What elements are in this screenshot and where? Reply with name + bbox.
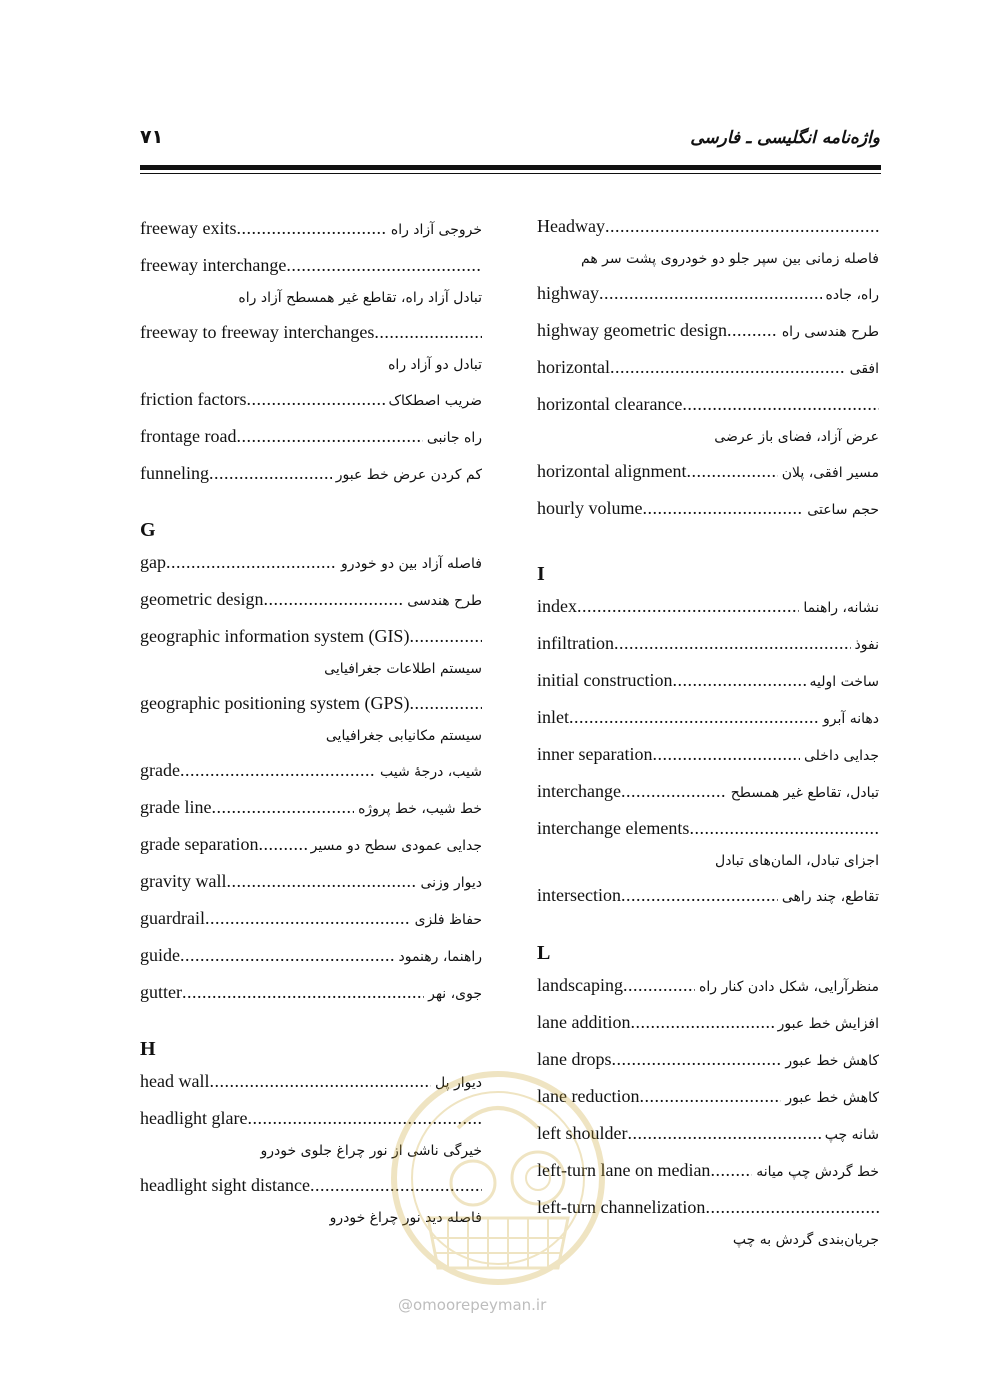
- glossary-entry: [537, 490, 879, 527]
- glossary-entry: [140, 900, 482, 937]
- entry-term: geographic information system (GIS): [140, 626, 410, 646]
- entry-line: [140, 1063, 482, 1100]
- glossary-entry: [140, 581, 482, 618]
- glossary-entry: [140, 974, 482, 1011]
- glossary-entry: [537, 312, 879, 349]
- leader-dots: [409, 685, 482, 722]
- glossary-entry: [537, 453, 879, 490]
- entry-term: landscaping: [537, 975, 623, 995]
- leader-dots: [727, 312, 778, 349]
- entry-translation: راه جانبی: [426, 430, 482, 446]
- glossary-entry: [537, 588, 879, 625]
- leader-dots: [643, 490, 804, 527]
- glossary-entry: [140, 789, 482, 826]
- entry-line: [140, 937, 482, 974]
- entry-line: [140, 314, 482, 351]
- entry-line: [537, 662, 879, 699]
- entry-line: [537, 588, 879, 625]
- section-gap: [140, 1011, 482, 1035]
- leader-dots: [610, 349, 846, 386]
- glossary-entry: [140, 863, 482, 900]
- entry-line: [140, 247, 482, 284]
- entry-term: gap: [140, 552, 166, 572]
- glossary-entry: [140, 381, 482, 418]
- entry-list-h: [140, 1063, 482, 1234]
- leader-dots: [209, 1063, 431, 1100]
- leader-dots: [652, 736, 800, 773]
- glossary-entry: [537, 773, 879, 810]
- glossary-entry: [140, 826, 482, 863]
- section-letter-g: G: [140, 519, 156, 541]
- entry-translation: خط شیب، خط پروژه: [358, 801, 482, 817]
- entry-line: [140, 685, 482, 722]
- leader-dots: [630, 1004, 773, 1041]
- entry-translation: خروجی آزاد راه: [390, 222, 482, 238]
- entry-translation: مسیر افقی، پلان: [781, 465, 879, 481]
- entry-term: inlet: [537, 707, 569, 727]
- leader-dots: [682, 386, 879, 423]
- entry-term: geographic positioning system (GPS): [140, 693, 410, 713]
- entry-line: [140, 974, 482, 1011]
- leader-dots: [621, 877, 778, 914]
- glossary-entry: [537, 275, 879, 312]
- entry-translation: دیوار وزنی: [420, 875, 482, 891]
- entry-line: [537, 699, 879, 736]
- entry-term: head wall: [140, 1071, 210, 1091]
- entry-translation: سیستم اطلاعات جغرافیایی: [324, 661, 482, 677]
- entry-term: horizontal clearance: [537, 394, 683, 414]
- entry-translation: راه، جاده: [825, 287, 879, 303]
- glossary-entry: [140, 1063, 482, 1100]
- entry-translation: شیب، درجهٔ شیب: [380, 764, 482, 780]
- entry-line: [140, 863, 482, 900]
- entry-term: friction factors: [140, 389, 247, 409]
- section-letter-h: H: [140, 1038, 156, 1060]
- entry-translation: جدایی داخلی: [804, 748, 879, 764]
- glossary-entry: [537, 967, 879, 1004]
- leader-dots: [705, 1189, 879, 1226]
- glossary-entry: [537, 877, 879, 914]
- entry-translation: فاصله زمانی بین سپر جلو دو خودروی پشت سر هم: [581, 251, 879, 267]
- glossary-entry: [537, 736, 879, 773]
- entry-translation: حجم ساعتی: [807, 502, 879, 518]
- leader-dots: [374, 314, 482, 351]
- entry-line: [537, 490, 879, 527]
- entry-term: index: [537, 596, 577, 616]
- entry-line: [140, 752, 482, 789]
- right-column: [537, 208, 879, 1256]
- entry-line: [537, 1004, 879, 1041]
- entry-term: initial construction: [537, 670, 673, 690]
- glossary-entry: [537, 1115, 879, 1152]
- entry-line: [537, 386, 879, 423]
- entry-line: [537, 1078, 879, 1115]
- entry-term: headlight sight distance: [140, 1175, 310, 1195]
- entry-term: interchange: [537, 781, 621, 801]
- entry-line: [140, 544, 482, 581]
- entry-translation: ساخت اولیه: [809, 674, 879, 690]
- entry-line: [140, 581, 482, 618]
- leader-dots: [209, 455, 332, 492]
- entry-translation: حفاظ فلزی: [414, 912, 482, 928]
- entry-translation: عرض آزاد، فضای باز عرضی: [714, 429, 879, 445]
- entry-term: left-turn lane on median: [537, 1160, 711, 1180]
- leader-dots: [672, 662, 805, 699]
- glossary-entry: [537, 810, 879, 877]
- leader-dots: [226, 863, 416, 900]
- entry-translation: تبادل دو آزاد راه: [388, 357, 482, 373]
- leader-dots: [621, 773, 727, 810]
- entry-term: grade: [140, 760, 180, 780]
- entry-translation: تبادل، تقاطع غیر همسطح: [730, 785, 879, 801]
- entry-line: [140, 1100, 482, 1137]
- entry-translation: تبادل آزاد راه، تقاطع غیر همسطح آزاد راه: [238, 290, 482, 306]
- entry-translation: سیستم مکانیابی جغرافیایی: [325, 728, 482, 744]
- entry-line: [537, 625, 879, 662]
- header-title: واژه‌نامه انگلیسی ـ فارسی: [690, 128, 880, 148]
- entry-line: [537, 1152, 879, 1189]
- entry-translation: افزایش خط عبور: [777, 1016, 879, 1032]
- entry-term: lane drops: [537, 1049, 612, 1069]
- glossary-entry: [537, 699, 879, 736]
- entry-line: [537, 1115, 879, 1152]
- leader-dots: [211, 789, 354, 826]
- section-gap: [537, 527, 879, 560]
- entry-term: hourly volume: [537, 498, 643, 518]
- glossary-entry: [537, 1078, 879, 1115]
- glossary-entry: [537, 349, 879, 386]
- leader-dots: [569, 699, 819, 736]
- entry-term: horizontal alignment: [537, 461, 687, 481]
- leader-dots: [258, 826, 306, 863]
- entry-translation: دیوار پل: [435, 1075, 482, 1091]
- leader-dots: [627, 1115, 820, 1152]
- watermark-caption: @omoorepeyman.ir: [398, 1296, 547, 1314]
- glossary-entry: [140, 752, 482, 789]
- entry-term: interchange elements: [537, 818, 690, 838]
- entry-term: funneling: [140, 463, 209, 483]
- entry-translation: کم کردن عرض خط عبور: [335, 467, 482, 483]
- entry-translation: جریان‌بندی گردش به چپ: [732, 1232, 879, 1248]
- section-letter-l: L: [537, 942, 551, 964]
- leader-dots: [236, 210, 386, 247]
- entry-translation: تقاطع، چند راهی: [781, 889, 879, 905]
- leader-dots: [599, 275, 822, 312]
- leader-dots: [710, 1152, 752, 1189]
- entry-translation: ضریب اصطکاک: [388, 393, 482, 409]
- entry-line: [537, 208, 879, 245]
- entry-term: Headway: [537, 216, 605, 236]
- section-gap: [537, 914, 879, 939]
- leader-dots: [409, 618, 482, 655]
- entry-term: freeway exits: [140, 218, 237, 238]
- leader-dots: [310, 1167, 482, 1204]
- glossary-entry: [140, 544, 482, 581]
- entry-translation: فاصله آزاد بین دو خودرو: [341, 556, 482, 572]
- entry-list-l: [537, 967, 879, 1256]
- entry-translation: کاهش خط عبور: [785, 1090, 879, 1106]
- entry-term: grade line: [140, 797, 212, 817]
- glossary-entry: [140, 418, 482, 455]
- glossary-entry: [140, 1167, 482, 1234]
- entry-translation: جدایی عمودی سطح دو مسیر: [310, 838, 482, 854]
- glossary-entry: [140, 247, 482, 314]
- leader-dots: [180, 752, 376, 789]
- leader-dots: [166, 544, 337, 581]
- entry-term: lane addition: [537, 1012, 631, 1032]
- entry-term: gutter: [140, 982, 182, 1002]
- glossary-entry: [140, 210, 482, 247]
- entry-line: [140, 418, 482, 455]
- entry-line: [140, 826, 482, 863]
- entry-translation: کاهش خط عبور: [785, 1053, 879, 1069]
- entry-list-i: [537, 588, 879, 914]
- entry-line: [537, 773, 879, 810]
- entry-line: [537, 349, 879, 386]
- glossary-entry: [140, 1100, 482, 1167]
- leader-dots: [246, 381, 384, 418]
- entry-translation: نفوذ: [854, 637, 879, 653]
- entry-term: highway geometric design: [537, 320, 727, 340]
- entry-line: [140, 900, 482, 937]
- section-letter-i: I: [537, 563, 545, 585]
- leader-dots: [689, 810, 879, 847]
- glossary-entry: [140, 685, 482, 752]
- glossary-entry: [537, 208, 879, 275]
- entry-translation: دهانه آبرو: [822, 711, 879, 727]
- entry-translation: افقی: [849, 361, 879, 377]
- entry-translation: خیرگی ناشی از نور چراغ جلوی خودرو: [260, 1143, 482, 1159]
- left-column: [140, 210, 482, 1234]
- entry-translation: راهنما، رهنمود: [398, 949, 482, 965]
- leader-dots: [639, 1078, 781, 1115]
- entry-line: [537, 967, 879, 1004]
- entry-translation: منظرآرایی، شکل دادن کنار راه: [699, 979, 879, 995]
- entry-term: left shoulder: [537, 1123, 628, 1143]
- entry-line: [537, 1041, 879, 1078]
- glossary-entry: [537, 386, 879, 453]
- glossary-entry: [140, 455, 482, 492]
- entry-line: [140, 455, 482, 492]
- entry-term: infiltration: [537, 633, 614, 653]
- entry-term: geometric design: [140, 589, 264, 609]
- leader-dots: [236, 418, 422, 455]
- glossary-entry: [140, 937, 482, 974]
- entry-translation: اجزای تبادل، المان‌های تبادل: [715, 853, 879, 869]
- entry-line: [140, 381, 482, 418]
- leader-dots: [605, 208, 879, 245]
- entry-line: [537, 275, 879, 312]
- entry-term: frontage road: [140, 426, 237, 446]
- entry-list-f: [140, 210, 482, 492]
- entry-term: horizontal: [537, 357, 610, 377]
- leader-dots: [686, 453, 777, 490]
- leader-dots: [180, 937, 394, 974]
- entry-line: [537, 810, 879, 847]
- glossary-entry: [140, 618, 482, 685]
- entry-translation: فاصله دید نور چراغ خودرو: [329, 1210, 482, 1226]
- glossary-entry: [140, 314, 482, 381]
- leader-dots: [263, 581, 403, 618]
- leader-dots: [577, 588, 799, 625]
- entry-list-h-right: [537, 208, 879, 527]
- entry-translation: جوی، نهر: [428, 986, 482, 1002]
- entry-term: gravity wall: [140, 871, 227, 891]
- leader-dots: [614, 625, 851, 662]
- entry-term: inner separation: [537, 744, 653, 764]
- glossary-entry: [537, 1152, 879, 1189]
- entry-term: highway: [537, 283, 599, 303]
- entry-term: headlight glare: [140, 1108, 248, 1128]
- entry-line: [140, 1167, 482, 1204]
- entry-term: left-turn channelization: [537, 1197, 706, 1217]
- page-number: ۷۱: [140, 126, 164, 148]
- entry-term: guide: [140, 945, 180, 965]
- entry-translation: شانه چپ: [824, 1127, 879, 1143]
- entry-line: [537, 1189, 879, 1226]
- entry-translation: نشانه، راهنما: [803, 600, 879, 616]
- leader-dots: [623, 967, 695, 1004]
- header-rule-thin: [140, 173, 881, 174]
- leader-dots: [611, 1041, 781, 1078]
- leader-dots: [205, 900, 411, 937]
- leader-dots: [182, 974, 424, 1011]
- entry-line: [140, 789, 482, 826]
- entry-list-g: [140, 544, 482, 1011]
- entry-line: [140, 618, 482, 655]
- entry-term: grade separation: [140, 834, 259, 854]
- entry-term: lane reduction: [537, 1086, 640, 1106]
- entry-line: [140, 210, 482, 247]
- entry-term: guardrail: [140, 908, 205, 928]
- glossary-entry: [537, 1004, 879, 1041]
- entry-line: [537, 312, 879, 349]
- leader-dots: [286, 247, 482, 284]
- entry-translation: خط گردش چپ میانه: [756, 1164, 879, 1180]
- entry-term: freeway to freeway interchanges: [140, 322, 375, 342]
- header-rule-thick: [140, 165, 881, 170]
- entry-term: freeway interchange: [140, 255, 287, 275]
- glossary-entry: [537, 1189, 879, 1256]
- entry-line: [537, 453, 879, 490]
- entry-line: [537, 736, 879, 773]
- entry-term: intersection: [537, 885, 621, 905]
- entry-line: [537, 877, 879, 914]
- entry-translation: طرح هندسی: [407, 593, 482, 609]
- glossary-entry: [537, 662, 879, 699]
- entry-translation: طرح هندسی راه: [781, 324, 879, 340]
- section-gap: [140, 492, 482, 516]
- glossary-entry: [537, 625, 879, 662]
- leader-dots: [247, 1100, 482, 1137]
- glossary-entry: [537, 1041, 879, 1078]
